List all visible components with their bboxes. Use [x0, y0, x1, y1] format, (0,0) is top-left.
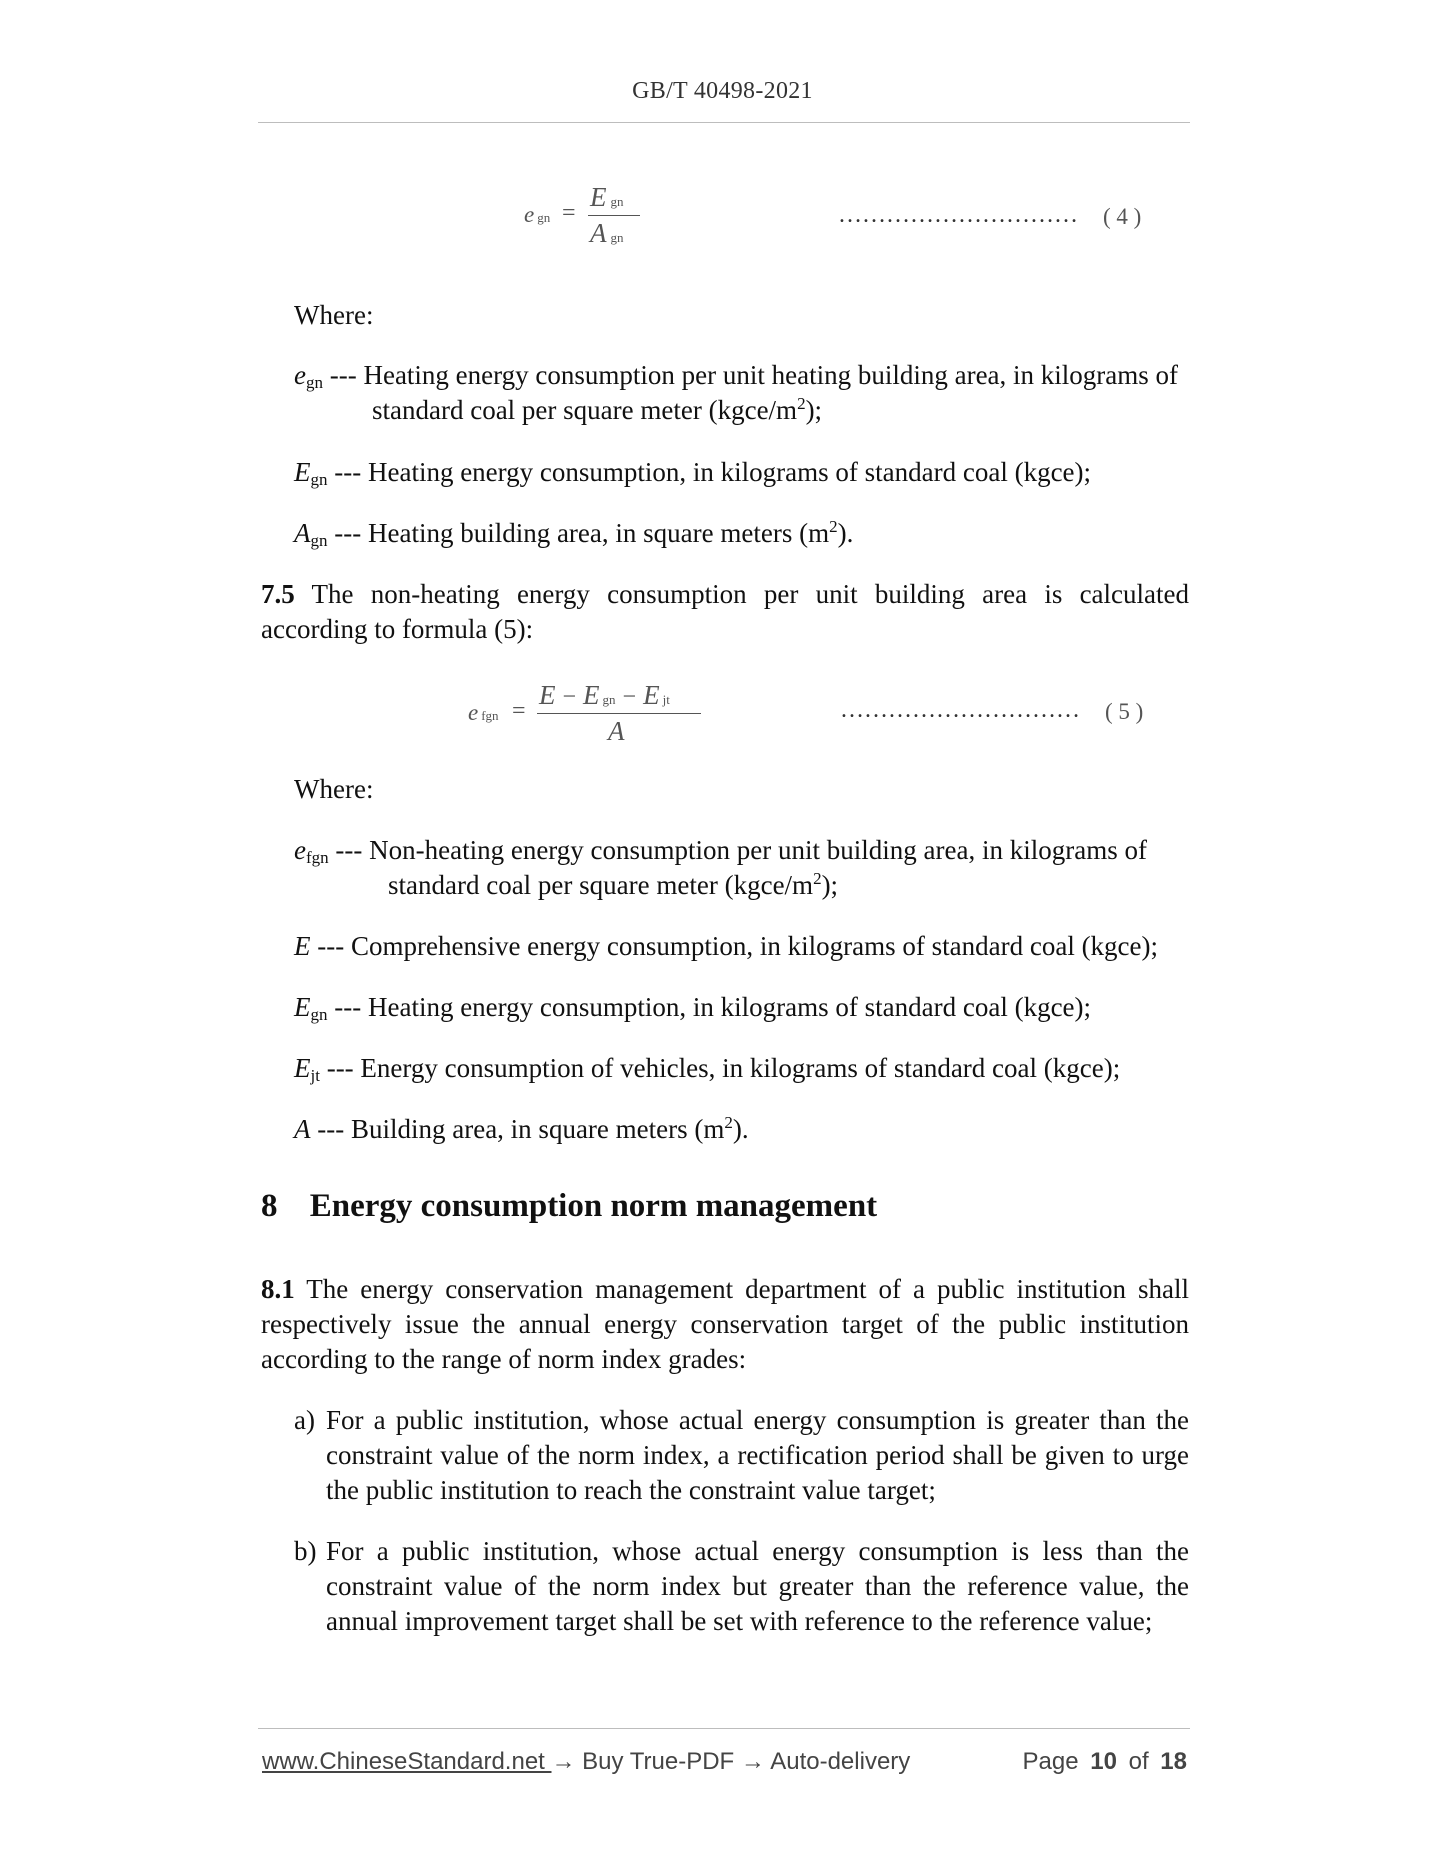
header-rule: [258, 122, 1190, 123]
fraction-line: [588, 215, 640, 216]
definition-Egn: $E_{gn}$ --- Heating energy consumption, in kilograms of standard coal (kgce);: [294, 457, 1092, 489]
definition-A: A --- Building area, in square meters $(m^2)$.: [294, 1113, 749, 1144]
formula-4-leader-dots: …………………………: [838, 202, 1078, 228]
definition-egn: $e_{gn}$ --- Heating energy consumption per unit heating building area, in kilograms of: [294, 360, 1179, 392]
definition-E: E --- Comprehensive energy consumption, in kilograms of standard coal (kgce);: [294, 931, 1159, 961]
fraction-line: [537, 713, 701, 714]
where-label: Where:: [294, 300, 374, 330]
equals-sign: =: [562, 200, 576, 226]
footer-links: [262, 1748, 910, 1776]
definition-Egn: $E_{gn}$ --- Heating energy consumption, in kilograms of standard coal (kgce);: [294, 992, 1092, 1024]
arrow-right-icon: →: [740, 1748, 765, 1775]
formula-5-number: ( 5 ): [1105, 699, 1144, 724]
arrow-right-icon: →: [551, 1748, 576, 1775]
section-heading: [261, 1188, 877, 1225]
footer-rule: [258, 1728, 1190, 1729]
definition-Ejt: $E_{jt}$ --- Energy consumption of vehicles, in kilograms of standard coal (kgce);: [294, 1053, 1121, 1085]
formula-5: [465, 678, 705, 758]
list-item-label: a): [294, 1405, 315, 1435]
auto-delivery-text: Auto-delivery: [764, 1748, 911, 1775]
document-header: GB/T 40498-2021: [632, 78, 813, 104]
definition-egn-continuation: standard coal per square meter $(kgce/m^2)$;: [372, 394, 823, 425]
formula-5-numerator: E − E gn − E jt: [539, 680, 670, 710]
list-item: For a public institution, whose actual energy consumption is greater than the constraint value of the norm index, a rectification period shall be given to urge the public institution to reach the constraint value target;: [326, 1405, 1189, 1505]
page-indicator: Page 10 of 18: [1022, 1748, 1187, 1775]
where-label: Where:: [294, 774, 374, 804]
section-title: Energy consumption norm management: [309, 1188, 878, 1224]
formula-4-lhs: egn: [524, 202, 551, 227]
formula-4-numerator: Egn: [590, 182, 624, 212]
list-item-label: b): [294, 1536, 317, 1566]
buy-pdf-text: Buy True-PDF: [575, 1748, 741, 1775]
formula-5-leader-dots: …………………………: [840, 697, 1080, 723]
formula-5-lhs: efgn: [468, 700, 499, 725]
definition-efgn: $e_{fgn}$ --- Non-heating energy consumption per unit building area, in kilograms of: [294, 835, 1147, 867]
definition-efgn-continuation: standard coal per square meter $(kgce/m^2)$;: [388, 869, 839, 900]
formula-4: [520, 180, 640, 260]
current-page: 10: [1090, 1748, 1117, 1775]
formula-5-denominator: A: [608, 716, 625, 746]
formula-4-denominator: Agn: [590, 218, 624, 248]
total-pages: 18: [1160, 1748, 1187, 1775]
formula-4-number: ( 4 ): [1103, 204, 1142, 229]
website-link[interactable]: www.ChineseStandard.net: [262, 1748, 552, 1775]
list-item: For a public institution, whose actual energy consumption is less than the constraint value of the norm index but greater than the reference value, the annual improvement target shall be set with reference to the reference value;: [326, 1536, 1189, 1636]
definition-Agn: $A_{gn}$ --- Heating building area, in square meters $(m^2)$.: [294, 517, 854, 550]
section-number: 8: [261, 1188, 278, 1224]
equals-sign: =: [512, 698, 526, 724]
clause-8-1: 8.1 The energy conservation management department of a public institution shall respectively issue the annual energy conservation target of the public institution according to the range of norm index grades:: [261, 1274, 1189, 1374]
clause-7-5: 7.5 The non-heating energy consumption per unit building area is calculated according to formula (5):: [261, 579, 1189, 644]
